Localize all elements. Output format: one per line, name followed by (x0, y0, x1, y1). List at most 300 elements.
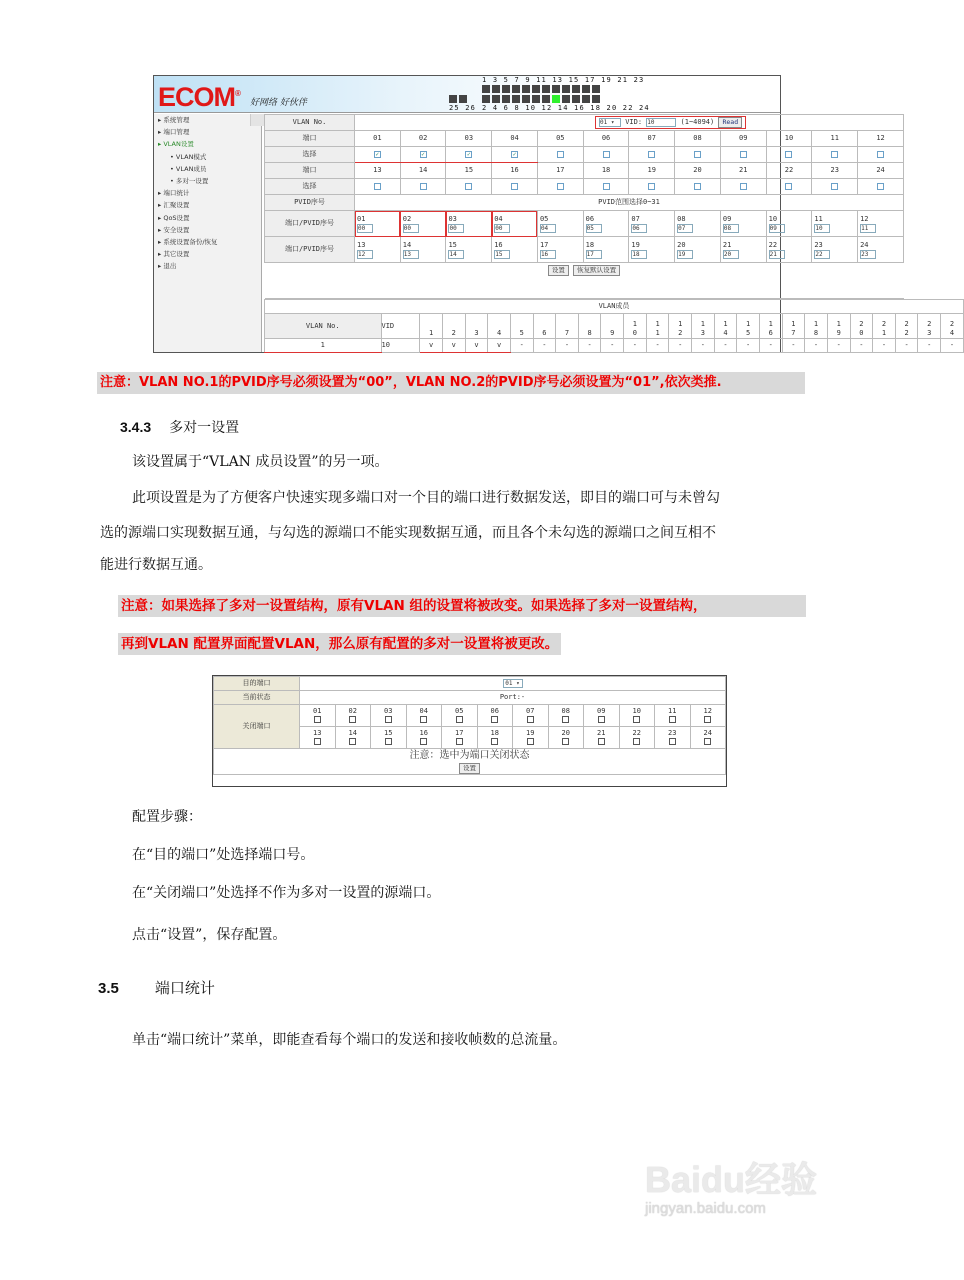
port-led (502, 95, 510, 103)
close-port-cell: 16 (406, 727, 442, 749)
port-led (449, 95, 457, 103)
close-port-checkbox[interactable] (420, 738, 427, 745)
port-pvid-cell: 18 17 (583, 237, 629, 263)
port-led (512, 95, 520, 103)
port-checkbox[interactable] (694, 183, 701, 190)
vlan-vid-cell: 01 ▾ VID: 10 (1~4094) Read (355, 115, 904, 131)
pvid-input[interactable]: 20 (723, 250, 739, 259)
port-checkbox[interactable] (557, 183, 564, 190)
member-flag: v (488, 339, 511, 353)
member-port-header: 1 0 (624, 314, 647, 339)
member-flag: - (624, 339, 647, 353)
port-checkbox[interactable] (877, 151, 884, 158)
note-cell: 注意：选中为端口关闭状态 设置 (214, 749, 726, 775)
member-flag: v (442, 339, 465, 353)
port-checkbox[interactable] (648, 151, 655, 158)
pvid-input[interactable]: 22 (814, 250, 830, 259)
close-port-checkbox[interactable] (314, 716, 321, 723)
member-flag: - (510, 339, 533, 353)
pvid-input[interactable]: 10 (814, 224, 830, 233)
section-number: 3.5 (98, 980, 119, 997)
port-led (522, 85, 530, 93)
paragraph-line: 此项设置是为了方便客户快速实现多端口对一个目的端口进行数据发送，即目的端口可与未曾勾 (132, 490, 720, 506)
port-checkbox[interactable] (740, 151, 747, 158)
member-port-header: 1 (420, 314, 443, 339)
port-select-cell[interactable] (583, 179, 629, 195)
port-select-cell[interactable] (858, 179, 904, 195)
led-bottom-numbers: 2 4 6 8 10 12 14 16 18 20 22 24 (482, 104, 650, 112)
pvid-note: 注意：VLAN NO.1的PVID序号必须设置为“00”，VLAN NO.2的PVID序号必须设置为“01”,依次类推. (97, 372, 805, 394)
port-checkbox[interactable] (785, 183, 792, 190)
led-top-numbers: 1 3 5 7 9 11 13 15 17 19 21 23 (482, 76, 645, 84)
port-select-cell[interactable] (812, 179, 858, 195)
sidebar-item[interactable]: ▸ 端口管理 (158, 128, 190, 137)
paragraph-line: 能进行数据互通。 (100, 557, 212, 573)
sidebar-item[interactable]: ▸ 其它设置 (158, 250, 190, 259)
close-port-checkbox[interactable] (420, 716, 427, 723)
close-port-checkbox[interactable] (704, 716, 711, 723)
close-port-cell: 01 (300, 705, 336, 727)
port-led (512, 85, 520, 93)
port-select-cell[interactable] (446, 147, 492, 163)
port-number: 11 (812, 131, 858, 147)
member-port-header: 2 (442, 314, 465, 339)
port-number: 15 (446, 163, 492, 179)
port-number: 02 (400, 131, 446, 147)
port-led (562, 95, 570, 103)
members-title: VLAN成员 (265, 300, 964, 314)
port-checkbox[interactable] (648, 183, 655, 190)
close-port-cell: 02 (335, 705, 371, 727)
pvid-input[interactable]: 13 (403, 250, 419, 259)
port-led (582, 85, 590, 93)
port-pvid-cell: 04 00 (492, 211, 538, 237)
pvid-input[interactable]: 09 (769, 224, 785, 233)
baidu-logo-text: Baidu经验 (645, 1159, 818, 1200)
port-pvid-cell: 02 00 (400, 211, 446, 237)
member-port-header: 9 (601, 314, 624, 339)
member-flag: - (918, 339, 941, 353)
pvid-input[interactable]: 05 (586, 224, 602, 233)
port-led (459, 95, 467, 103)
vlan-no-column: VLAN No. (265, 314, 382, 339)
port-led (492, 85, 500, 93)
member-flag: - (556, 339, 579, 353)
sidebar-item[interactable]: ▸ 汇聚设置 (158, 201, 190, 210)
member-port-header: 1 2 (669, 314, 692, 339)
pvid-input[interactable]: 16 (540, 250, 556, 259)
port-select-cell[interactable] (812, 147, 858, 163)
port-checkbox[interactable] (374, 183, 381, 190)
logo-text: ECOM (158, 82, 235, 112)
port-led (502, 85, 510, 93)
close-port-checkbox[interactable] (669, 716, 676, 723)
pvid-input[interactable]: 21 (769, 250, 785, 259)
paragraph-line: 选的源端口实现数据互通，与勾选的源端口不能实现数据互通，而且各个未勾选的源端口之间互相不 (100, 525, 716, 541)
member-port-header: 1 5 (737, 314, 760, 339)
close-port-checkbox[interactable] (562, 716, 569, 723)
close-port-cell: 11 (655, 705, 691, 727)
port-pvid-cell: 11 10 (812, 211, 858, 237)
port-led (562, 85, 570, 93)
set-button[interactable]: 设置 (548, 265, 569, 276)
vlan-config-panel (264, 114, 955, 352)
sidebar-item[interactable]: ▸ 系统设置备份/恢复 (158, 237, 218, 246)
member-flag: - (873, 339, 896, 353)
port-led (492, 95, 500, 103)
close-port-cell: 24 (690, 727, 726, 749)
member-flag: - (782, 339, 805, 353)
select-label: 选择 (265, 179, 355, 195)
close-port-cell: 19 (513, 727, 549, 749)
port-pvid-cell: 19 18 (629, 237, 675, 263)
port-pvid-cell: 09 08 (720, 211, 766, 237)
close-port-checkbox[interactable] (456, 716, 463, 723)
port-checkbox[interactable] (740, 183, 747, 190)
member-flag: - (533, 339, 556, 353)
pvid-input[interactable]: 11 (860, 224, 876, 233)
port-pvid-cell: 08 07 (675, 211, 721, 237)
pvid-input[interactable]: 14 (448, 250, 464, 259)
port-led (482, 95, 490, 103)
port-number: 03 (446, 131, 492, 147)
slogan: 好网络 好伙伴 (250, 98, 307, 108)
close-port-checkbox[interactable] (633, 738, 640, 745)
member-flag: - (578, 339, 601, 353)
close-port-checkbox[interactable] (456, 738, 463, 745)
paragraph: 该设置属于“VLAN 成员设置”的另一项。 (132, 454, 389, 470)
port-checkbox[interactable] (420, 183, 427, 190)
port-checkbox[interactable]: ✓ (512, 150, 517, 158)
led-uplink-numbers: 25 26 (449, 104, 477, 112)
select-row (265, 179, 904, 195)
pvid-input[interactable]: 23 (860, 250, 876, 259)
port-pvid-cell: 21 20 (720, 237, 766, 263)
port-pvid-cell: 07 06 (629, 211, 675, 237)
member-port-header: 8 (578, 314, 601, 339)
sidebar-item[interactable]: • 多对一设置 (170, 176, 209, 185)
close-port-cell: 23 (655, 727, 691, 749)
port-checkbox[interactable] (557, 151, 564, 158)
port-select-cell[interactable] (537, 147, 583, 163)
port-select-cell[interactable] (355, 179, 401, 195)
steps-heading: 配置步骤： (132, 809, 202, 825)
sidebar-item[interactable]: ▸ QoS设置 (158, 213, 190, 222)
pvid-header-row (265, 195, 904, 211)
close-port-checkbox[interactable] (669, 738, 676, 745)
port-pvid-cell: 22 21 (766, 237, 812, 263)
close-port-checkbox[interactable] (527, 716, 534, 723)
close-port-checkbox[interactable] (598, 716, 605, 723)
dest-port-cell (300, 677, 726, 691)
port-number: 17 (537, 163, 583, 179)
close-port-cell: 15 (371, 727, 407, 749)
member-flag: - (714, 339, 737, 353)
port-number: 06 (583, 131, 629, 147)
port-led (522, 95, 530, 103)
vid-column: VID (381, 314, 420, 339)
port-select-cell[interactable] (675, 179, 721, 195)
pvid-input[interactable]: 00 (448, 224, 464, 233)
port-checkbox[interactable] (831, 151, 838, 158)
port-select-cell[interactable] (629, 147, 675, 163)
member-port-header: 6 (533, 314, 556, 339)
note-row (214, 749, 726, 775)
port-checkbox[interactable] (465, 183, 472, 190)
sidebar-item[interactable]: ▸ VLAN设置 (158, 140, 194, 149)
member-flag: - (827, 339, 850, 353)
buttons-cell (265, 263, 904, 279)
member-port-header: 1 9 (827, 314, 850, 339)
pvid-input[interactable]: 00 (403, 224, 419, 233)
pvid-input[interactable]: 00 (357, 224, 373, 233)
port-pvid-cell: 23 22 (812, 237, 858, 263)
spacer-row (265, 279, 904, 299)
pvid-input[interactable]: 17 (586, 250, 602, 259)
pvid-input[interactable]: 06 (631, 224, 647, 233)
member-port-header: 1 7 (782, 314, 805, 339)
port-pvid-cell: 01 00 (355, 211, 401, 237)
port-select-cell[interactable] (720, 179, 766, 195)
sidebar-item[interactable]: ▸ 退出 (158, 262, 177, 271)
port-number: 10 (766, 131, 812, 147)
baidu-jingyan-logo (645, 1160, 817, 1218)
port-number: 09 (720, 131, 766, 147)
close-port-cell: 12 (690, 705, 726, 727)
member-port-header: 3 (465, 314, 488, 339)
port-number: 07 (629, 131, 675, 147)
close-port-cell: 17 (442, 727, 478, 749)
close-port-checkbox[interactable] (527, 738, 534, 745)
close-port-checkbox[interactable] (349, 716, 356, 723)
close-port-checkbox[interactable] (704, 738, 711, 745)
port-number: 14 (400, 163, 446, 179)
port-pvid-row (265, 211, 904, 237)
port-led (552, 95, 560, 103)
port-pvid-label: 端口/PVID序号 (265, 237, 355, 263)
members-title-row (265, 300, 964, 314)
close-port-checkbox[interactable] (562, 738, 569, 745)
close-port-cell: 09 (584, 705, 620, 727)
port-number: 01 (355, 131, 401, 147)
close-port-checkbox[interactable] (314, 738, 321, 745)
member-port-header: 4 (488, 314, 511, 339)
port-checkbox[interactable] (603, 151, 610, 158)
members-header-row (265, 314, 964, 339)
section-title: 端口统计 (154, 979, 215, 997)
port-number: 23 (812, 163, 858, 179)
set-button[interactable]: 设置 (459, 763, 480, 774)
port-led (532, 95, 540, 103)
close-port-cell: 21 (584, 727, 620, 749)
port-pvid-cell: 13 12 (355, 237, 401, 263)
close-port-checkbox[interactable] (491, 716, 498, 723)
switch-header (154, 76, 780, 113)
sidebar (154, 114, 262, 352)
port-led (542, 95, 550, 103)
close-port-checkbox[interactable] (385, 738, 392, 745)
port-pvid-cell: 06 05 (583, 211, 629, 237)
dest-port-row (214, 677, 726, 691)
port-label: 端口 (265, 131, 355, 147)
pvid-input[interactable]: 00 (494, 224, 510, 233)
member-flag: - (646, 339, 669, 353)
vlan-no-row (265, 115, 904, 131)
pvid-input[interactable]: 15 (494, 250, 510, 259)
port-pvid-cell: 03 00 (446, 211, 492, 237)
close-port-cell: 13 (300, 727, 336, 749)
pvid-input[interactable]: 04 (540, 224, 556, 233)
port-select-cell[interactable] (355, 147, 401, 163)
port-pvid-cell: 20 19 (675, 237, 721, 263)
port-number: 13 (355, 163, 401, 179)
port-number: 20 (675, 163, 721, 179)
buttons-row (265, 263, 904, 279)
pvid-input[interactable]: 08 (723, 224, 739, 233)
port-led (572, 95, 580, 103)
member-port-header: 2 1 (873, 314, 896, 339)
step: 点击“设置”，保存配置。 (132, 927, 287, 943)
restore-default-button[interactable]: 恢复默认设置 (573, 265, 620, 276)
close-port-cell: 20 (548, 727, 584, 749)
dest-port-select[interactable]: 01 ▾ (503, 679, 523, 688)
port-number: 22 (766, 163, 812, 179)
port-checkbox[interactable] (831, 183, 838, 190)
pvid-range: PVID范围选择0~31 (355, 195, 904, 211)
port-led (582, 95, 590, 103)
sidebar-item[interactable]: • VLAN成员 (170, 164, 207, 173)
pvid-input[interactable]: 19 (677, 250, 693, 259)
close-port-cell: 22 (619, 727, 655, 749)
port-checkbox[interactable] (511, 183, 518, 190)
sidebar-item[interactable]: • VLAN模式 (170, 152, 207, 161)
select-row (265, 147, 904, 163)
read-button[interactable]: Read (718, 117, 742, 128)
member-row (265, 339, 964, 353)
current-status-row (214, 691, 726, 705)
port-pvid-label: 端口/PVID序号 (265, 211, 355, 237)
port-pvid-row (265, 237, 904, 263)
port-number: 21 (720, 163, 766, 179)
pvid-input[interactable]: 07 (677, 224, 693, 233)
step: 在“目的端口”处选择端口号。 (132, 847, 315, 863)
member-port-header: 2 3 (918, 314, 941, 339)
close-port-cell: 14 (335, 727, 371, 749)
port-select-cell[interactable] (492, 179, 538, 195)
port-select-cell[interactable] (720, 147, 766, 163)
port-led (592, 85, 600, 93)
close-port-cell: 06 (477, 705, 513, 727)
close-port-checkbox[interactable] (491, 738, 498, 745)
port-select-cell[interactable] (766, 179, 812, 195)
close-port-row (214, 705, 726, 727)
vlan-members-table (264, 299, 964, 353)
vid-input[interactable]: 10 (646, 118, 676, 127)
many-to-one-screenshot (212, 675, 727, 787)
member-port-header: 2 4 (941, 314, 964, 339)
many-to-one-note: 注意：如果选择了多对一设置结构，原有VLAN 组的设置将被改变。如果选择了多对一设置结构， (118, 595, 806, 617)
port-led (542, 85, 550, 93)
port-select-cell[interactable] (400, 179, 446, 195)
member-flag: - (805, 339, 828, 353)
pvid-input[interactable]: 12 (357, 250, 373, 259)
port-pvid-cell: 15 14 (446, 237, 492, 263)
close-port-label: 关闭端口 (214, 705, 300, 749)
port-select-cell[interactable] (766, 147, 812, 163)
port-checkbox[interactable] (877, 183, 884, 190)
select-label: 选择 (265, 147, 355, 163)
port-select-cell[interactable] (583, 147, 629, 163)
close-port-checkbox[interactable] (633, 716, 640, 723)
ecom-logo: ECOM® (158, 82, 240, 112)
member-flag: - (669, 339, 692, 353)
member-port-header: 7 (556, 314, 579, 339)
member-port-header: 1 4 (714, 314, 737, 339)
port-number: 16 (492, 163, 538, 179)
section-number: 3.4.3 (120, 419, 152, 435)
port-row (265, 163, 904, 179)
member-flag: v (420, 339, 443, 353)
port-select-cell[interactable] (400, 147, 446, 163)
member-port-header: 1 3 (692, 314, 715, 339)
member-flag: - (850, 339, 873, 353)
section-3-4-3-heading (120, 418, 239, 437)
port-number: 19 (629, 163, 675, 179)
port-checkbox[interactable] (694, 151, 701, 158)
vlan-select[interactable]: 01 ▾ (599, 118, 621, 127)
dest-port-label: 目的端口 (214, 677, 300, 691)
port-select-cell[interactable] (492, 147, 538, 163)
port-select-cell[interactable] (629, 179, 675, 195)
port-pvid-cell: 16 15 (492, 237, 538, 263)
paragraph: 单击“端口统计”菜单，即能查看每个端口的发送和接收帧数的总流量。 (132, 1032, 567, 1048)
close-port-cell: 05 (442, 705, 478, 727)
many-to-one-note: 再到VLAN 配置界面配置VLAN，那么原有配置的多对一设置将被更改。 (118, 633, 561, 655)
port-led (532, 85, 540, 93)
port-number: 24 (858, 163, 904, 179)
port-select-cell[interactable] (675, 147, 721, 163)
pvid-input[interactable]: 18 (631, 250, 647, 259)
current-status-value: Port:- (300, 691, 726, 705)
port-checkbox[interactable] (785, 151, 792, 158)
port-select-cell[interactable] (446, 179, 492, 195)
port-checkbox[interactable]: ✓ (467, 150, 471, 158)
port-number: 12 (858, 131, 904, 147)
sidebar-item[interactable]: ▸ 端口统计 (158, 189, 190, 198)
member-vid: 10 (381, 339, 420, 353)
sidebar-item[interactable]: ▸ 安全设置 (158, 225, 190, 234)
port-led (552, 85, 560, 93)
port-checkbox[interactable] (603, 183, 610, 190)
member-flag: v (465, 339, 488, 353)
close-port-checkbox[interactable] (349, 738, 356, 745)
port-number: 04 (492, 131, 538, 147)
port-checkbox[interactable]: ✓ (375, 150, 380, 158)
port-row (265, 131, 904, 147)
port-checkbox[interactable]: ✓ (421, 150, 425, 158)
member-flag: - (895, 339, 918, 353)
step: 在“关闭端口”处选择不作为多对一设置的源端口。 (132, 885, 441, 901)
port-select-cell[interactable] (537, 179, 583, 195)
member-port-header: 2 2 (895, 314, 918, 339)
close-port-checkbox[interactable] (598, 738, 605, 745)
sidebar-item[interactable]: ▸ 系统管理 (158, 116, 190, 124)
member-port-header: 1 8 (805, 314, 828, 339)
member-port-header: 1 6 (759, 314, 782, 339)
member-flag: - (737, 339, 760, 353)
close-port-checkbox[interactable] (385, 716, 392, 723)
port-select-cell[interactable] (858, 147, 904, 163)
